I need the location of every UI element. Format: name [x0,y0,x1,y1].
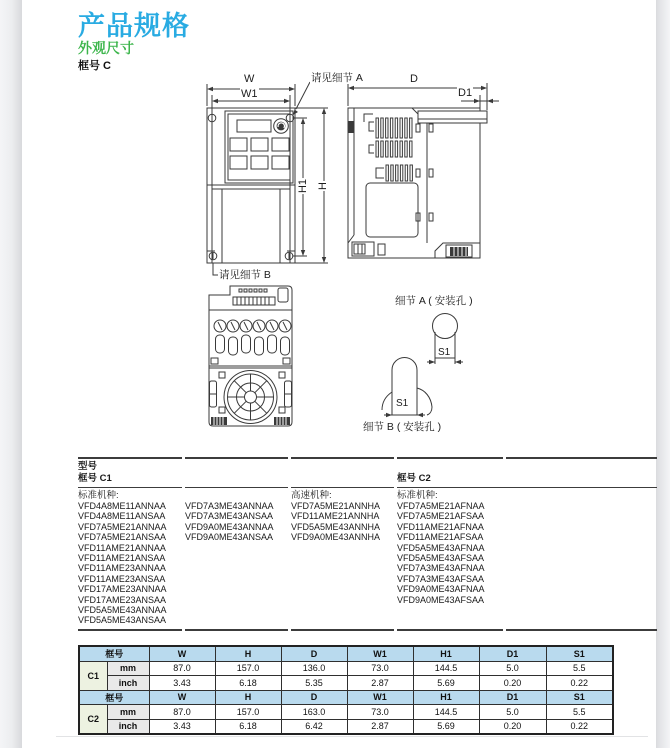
model-item: VFD7A3ME43ANSAA [185,511,274,522]
model-table [78,457,657,631]
model-table-title-cell [78,457,182,488]
value-cell: 87.0 [149,705,215,720]
model-item: VFD9A0ME43ANNHA [291,532,381,543]
model-item: VFD9A0ME43AFNAA [397,584,485,595]
header-cell: D [281,646,347,661]
model-item: VFD5A5ME43AFSAA [397,553,485,564]
model-list-c1-standard-a [78,501,182,626]
value-cell: 163.0 [281,705,347,720]
header-cell: H1 [413,690,479,705]
value-cell: 6.18 [215,719,281,734]
standard-models-label: 标准机种: [397,490,438,501]
model-item: VFD9A0ME43ANSAA [185,532,274,543]
table-row [79,705,613,720]
model-item: VFD7A3ME43ANNAA [185,501,274,511]
header-cell: W1 [347,690,413,705]
value-cell: 5.5 [546,705,613,720]
unit-cell: inch [107,676,149,691]
model-item: VFD11AME21ANSAA [78,553,166,564]
model-item: VFD9A0ME43AFSAA [397,594,485,605]
header-cell: 框号 [79,646,149,661]
model-table-body [78,488,657,631]
value-cell: 5.5 [546,661,613,676]
model-item: VFD7A5ME21ANSAA [78,532,167,543]
model-item: VFD17AME23ANSAA [78,594,167,605]
model-item: VFD11AME21ANNAA [78,542,166,553]
model-item: VFD11AME21AFNAA [397,521,484,532]
header-cell: D1 [479,646,546,661]
header-spacer-cell [185,457,288,488]
unit-cell: inch [107,719,149,734]
dim-label-d: D [410,73,418,85]
table-row [79,646,613,661]
unit-cell: mm [107,705,149,720]
value-cell: 157.0 [215,661,281,676]
value-cell: 0.20 [479,676,546,691]
header-cell: H1 [413,646,479,661]
value-cell: 157.0 [215,705,281,720]
value-cell: 6.18 [215,676,281,691]
value-cell: 2.87 [347,719,413,734]
dimension-table [78,645,614,735]
value-cell: 87.0 [149,661,215,676]
model-item: VFD7A5ME21AFNAA [397,501,485,511]
dim-label-w: W [244,73,255,85]
unit-cell: mm [107,661,149,676]
page-bottom-rule [56,736,648,737]
table-row [79,690,613,705]
dim-label-w1: W1 [241,88,258,100]
model-item: VFD5A5ME43AFNAA [397,542,485,553]
value-cell: 5.69 [413,719,479,734]
model-item: VFD4A8ME11ANNAA [78,501,166,511]
value-cell: 144.5 [413,705,479,720]
dim-label-h1: H1 [297,178,310,194]
header-spacer-cell [291,457,394,488]
model-item: VFD7A5ME21AFSAA [397,511,485,522]
front-view-drawing [185,75,335,287]
header-cell: D1 [479,690,546,705]
frame-c2-header-cell [397,457,657,488]
model-item: VFD5A5ME43ANNAA [78,605,167,616]
model-item: VFD7A3ME43AFNAA [397,563,485,574]
model-type-label: 型号 [78,461,98,472]
frame-c1-label: 框号 C1 [78,473,112,484]
model-item: VFD11AME23ANSAA [78,573,166,584]
value-cell: 3.43 [149,719,215,734]
page-gutter-right [656,0,670,748]
frame-c2-label: 框号 C2 [397,473,431,484]
page-gutter-left [0,0,22,748]
header-cell: H [215,646,281,661]
dim-label-h: H [316,182,329,190]
document-page [22,0,656,748]
model-item: VFD7A3ME43AFSAA [397,573,485,584]
value-cell: 2.87 [347,676,413,691]
header-cell: H [215,690,281,705]
value-cell: 73.0 [347,661,413,676]
model-item: VFD11AME21AFSAA [397,532,484,543]
model-item: VFD4A8ME11ANSAA [78,511,166,522]
see-detail-b-callout: 请见细节 B [219,269,271,281]
value-cell: 5.69 [413,676,479,691]
value-cell: 5.0 [479,705,546,720]
header-cell: W1 [347,646,413,661]
value-cell: 0.20 [479,719,546,734]
value-cell: 5.0 [479,661,546,676]
empty-column [506,488,657,631]
frame-cell: C2 [79,705,107,735]
side-view-drawing [340,75,518,267]
model-item: VFD7A5ME21ANNHA [291,501,381,511]
detail-b-drawing [379,352,443,422]
detail-b-s1-label: S1 [396,398,409,409]
detail-a-s1-label: S1 [438,347,451,358]
detail-b-title: 细节 B ( 安装孔 ) [363,421,442,433]
bottom-view-drawing [195,283,315,431]
model-item: VFD11AME21ANNHA [291,511,380,522]
c1-standard-column-b [185,488,288,631]
model-list-c1-standard-b [185,501,288,543]
model-item: VFD17AME23ANNAA [78,584,167,595]
c1-highspeed-column [291,488,394,631]
model-item: VFD5A5ME43ANNHA [291,521,381,532]
section-subtitle: 外观尺寸 [78,40,134,56]
value-cell: 0.22 [546,676,613,691]
standard-models-label: 标准机种: [78,490,119,501]
dim-label-d1: D1 [458,87,473,99]
see-detail-a-callout: 请见细节 A [311,72,363,84]
header-cell: S1 [546,690,613,705]
page-title: 产品规格 [78,11,190,41]
table-row [79,719,613,734]
value-cell: 136.0 [281,661,347,676]
model-item: VFD7A5ME21ANNAA [78,521,167,532]
model-item: VFD5A5ME43ANSAA [78,615,167,626]
model-table-header [78,457,657,488]
model-item: VFD9A0ME43ANNAA [185,521,274,532]
c1-standard-column-a [78,488,182,631]
model-list-c1-highspeed [291,501,394,543]
value-cell: 5.35 [281,676,347,691]
model-item: VFD11AME23ANNAA [78,563,166,574]
header-cell: S1 [546,646,613,661]
value-cell: 6.42 [281,719,347,734]
model-list-c2-standard [397,501,503,605]
header-cell: W [149,646,215,661]
highspeed-models-label: 高速机种: [291,490,332,501]
value-cell: 3.43 [149,676,215,691]
value-cell: 73.0 [347,705,413,720]
frame-cell: C1 [79,661,107,690]
c2-standard-column [397,488,503,631]
detail-a-title: 细节 A ( 安装孔 ) [395,295,473,307]
value-cell: 0.22 [546,719,613,734]
header-cell: 框号 [79,690,149,705]
value-cell: 144.5 [413,661,479,676]
header-cell: W [149,690,215,705]
table-row [79,676,613,691]
table-row [79,661,613,676]
header-cell: D [281,690,347,705]
frame-label: 框号 C [78,60,111,72]
